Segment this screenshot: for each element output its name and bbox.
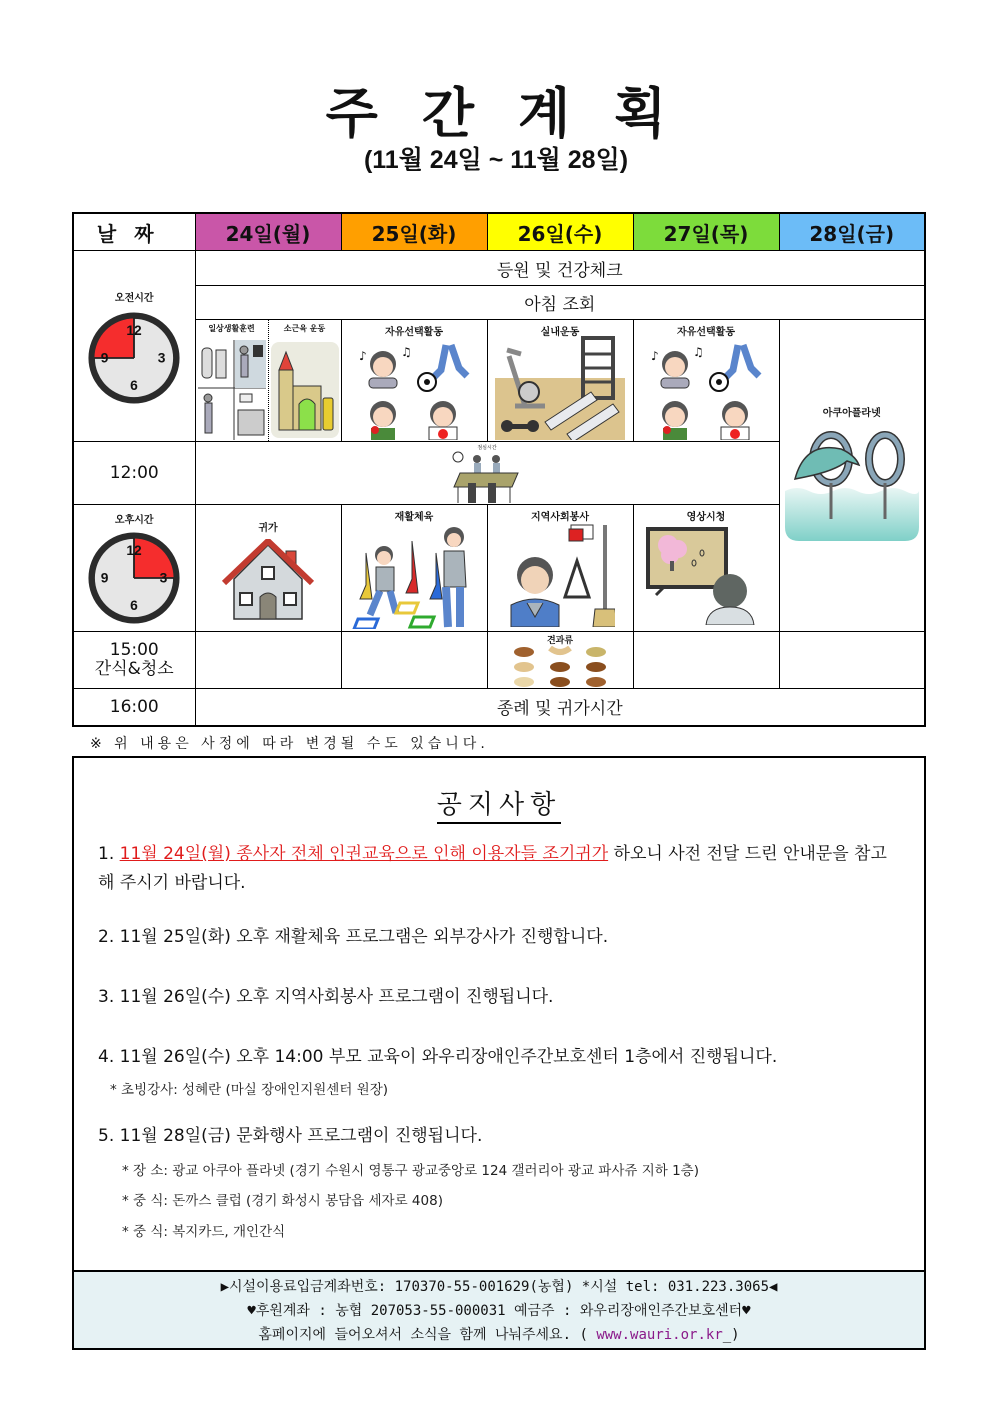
afternoon-cell bbox=[73, 505, 195, 632]
lunch-time: 12:00 bbox=[73, 442, 195, 505]
morning-label: 오전시간 bbox=[114, 293, 154, 304]
svg-text:9: 9 bbox=[100, 350, 109, 366]
activity-label: 소근육 운동 bbox=[283, 324, 326, 333]
notice-item-2: 2. 11월 25일(화) 오후 재활체육 프로그램은 외부강사가 진행합니다. bbox=[98, 927, 609, 947]
video-watching-icon bbox=[646, 525, 766, 625]
svg-text:3: 3 bbox=[158, 350, 166, 366]
activity-label: 일상생활훈련 bbox=[208, 324, 255, 333]
notice-item-1 bbox=[98, 840, 902, 898]
svg-text:12: 12 bbox=[126, 543, 142, 558]
homepage-line bbox=[74, 1323, 924, 1347]
tue-afternoon-activity bbox=[341, 505, 487, 632]
mon-afternoon-activity bbox=[195, 505, 341, 632]
snack-item-label: 견과류 bbox=[546, 636, 574, 646]
arrival-row: 등원 및 건강체크 bbox=[195, 251, 925, 286]
svg-text:12: 12 bbox=[126, 323, 142, 338]
tue-snack bbox=[341, 632, 487, 689]
lunch-table-icon bbox=[452, 451, 522, 503]
activity-label: 지역사회봉사 bbox=[531, 512, 589, 523]
snack-time-cell bbox=[73, 632, 195, 689]
notice-item-5-lunch: * 중 식: 돈까스 클럽 (경기 화성시 봉담읍 세자로 408) bbox=[122, 1193, 443, 1209]
thu-morning-activity bbox=[633, 320, 779, 442]
mon-snack bbox=[195, 632, 341, 689]
day-header-mon: 24일(월) bbox=[195, 213, 341, 251]
day-header-tue: 25일(화) bbox=[341, 213, 487, 251]
svg-text:♪: ♪ bbox=[359, 349, 367, 363]
notice-item-4: 4. 11월 26일(수) 오후 14:00 부모 교육이 와우리장애인주간보호센터 1층에서 진행됩니다. bbox=[98, 1047, 778, 1067]
clock-9-to-12-icon bbox=[88, 312, 180, 404]
activity-label: 영상시청 bbox=[686, 512, 726, 523]
dolphin-aquarium-icon bbox=[785, 431, 919, 541]
clock-12-to-3-icon bbox=[88, 532, 180, 624]
svg-text:♪: ♪ bbox=[651, 349, 659, 363]
date-range: (11월 24일 ~ 11월 28일) bbox=[363, 146, 629, 174]
day-header-fri: 28일(금) bbox=[779, 213, 925, 251]
afternoon-label: 오후시간 bbox=[114, 515, 154, 526]
activity-label: 귀가 bbox=[258, 523, 278, 534]
indoor-exercise-gym-icon bbox=[495, 336, 625, 440]
thu-afternoon-activity bbox=[633, 505, 779, 632]
lunch-label: 점심시간 bbox=[477, 444, 497, 451]
svg-text:6: 6 bbox=[130, 598, 139, 614]
svg-text:♫: ♫ bbox=[401, 345, 412, 359]
notice-item-5-place: * 장 소: 광교 아쿠아 플라넷 (경기 수원시 영통구 광교중앙로 124 갤러리아 광교 파사쥬 지하 1층) bbox=[122, 1163, 699, 1179]
svg-text:3: 3 bbox=[159, 570, 168, 586]
donation-account-line: ♥후원계좌 : 농협 207053-55-000031 예금주 : 와우리장애인주간보호센터♥ bbox=[247, 1303, 751, 1319]
homepage-text: 홈페이지에 들어오셔서 소식을 함께 나눠주세요. ( bbox=[258, 1327, 597, 1343]
change-warning: ※ 위 내용은 사정에 따라 변경될 수도 있습니다. bbox=[90, 736, 489, 752]
wed-snack bbox=[487, 632, 633, 689]
notice-item-5: 5. 11월 28일(금) 문화행사 프로그램이 진행됩니다. bbox=[98, 1126, 483, 1146]
footer-info bbox=[74, 1270, 924, 1348]
rehab-sports-icon bbox=[352, 523, 476, 629]
free-choice-activity-icon bbox=[351, 340, 477, 440]
tue-morning-activity bbox=[341, 320, 487, 442]
assembly-row: 아침 조회 bbox=[195, 286, 925, 320]
activity-label: 재활체육 bbox=[394, 512, 434, 523]
snack-time: 15:00 bbox=[109, 640, 159, 660]
notice-item-1-highlight: 11월 24일(월) 종사자 전체 인권교육으로 인해 이용자들 조기귀가 bbox=[119, 844, 609, 864]
activity-label: 자유선택활동 bbox=[385, 327, 443, 338]
day-header-thu: 27일(목) bbox=[633, 213, 779, 251]
svg-text:6: 6 bbox=[130, 378, 139, 394]
activity-label: 자유선택활동 bbox=[677, 327, 735, 338]
wed-morning-activity bbox=[487, 320, 633, 442]
fine-motor-blocks-icon bbox=[271, 342, 339, 438]
community-service-icon bbox=[505, 523, 615, 627]
activity-label: 실내운동 bbox=[540, 327, 580, 338]
fri-aqua-planet-activity bbox=[779, 320, 925, 632]
notice-item-3: 3. 11월 26일(수) 오후 지역사회봉사 프로그램이 진행됩니다. bbox=[98, 987, 554, 1007]
notice-item-4-sub: * 초빙강사: 성혜란 (마실 장애인지원센터 원장) bbox=[110, 1082, 389, 1098]
notice-title bbox=[74, 784, 924, 821]
homepage-end: _) bbox=[722, 1327, 740, 1343]
notice-item-5-bring: * 중 식: 복지카드, 개인간식 bbox=[122, 1224, 286, 1240]
free-choice-activity-icon bbox=[643, 340, 769, 440]
bank-account-line: ▶시설이용료입금계좌번호: 170370-55-001629(농협) *시설 tel: 031.223.3065◀ bbox=[220, 1279, 778, 1295]
wed-afternoon-activity bbox=[487, 505, 633, 632]
notice-box bbox=[72, 756, 926, 1350]
homepage-link[interactable]: www.wauri.or.kr bbox=[596, 1327, 723, 1343]
weekly-schedule-table bbox=[72, 212, 926, 727]
svg-text:♫: ♫ bbox=[693, 345, 704, 359]
snack-label: 간식&청소 bbox=[94, 659, 174, 679]
daily-living-icon bbox=[198, 340, 266, 440]
date-header: 날짜 bbox=[73, 213, 195, 251]
house-go-home-icon bbox=[220, 539, 316, 623]
activity-label: 아쿠아플라넷 bbox=[822, 408, 881, 419]
nuts-icon bbox=[510, 646, 610, 688]
day-header-wed: 26일(수) bbox=[487, 213, 633, 251]
notice-item-1-num: 1. bbox=[98, 844, 115, 864]
svg-text:9: 9 bbox=[100, 570, 109, 586]
header-row bbox=[73, 213, 925, 251]
thu-snack bbox=[633, 632, 779, 689]
lunch-row bbox=[195, 442, 779, 505]
closing-row: 종례 및 귀가시간 bbox=[195, 689, 925, 726]
closing-time: 16:00 bbox=[73, 689, 195, 726]
page-title: 주간계획 bbox=[325, 82, 711, 145]
morning-cell bbox=[73, 251, 195, 442]
fri-snack bbox=[779, 632, 925, 689]
notice-title-text: 공지사항 bbox=[437, 790, 561, 824]
mon-morning-activity bbox=[195, 320, 341, 442]
notice-item-1-rest: 하오니 사전 전달 드린 안내문을 참고해 주시기 바랍니다. bbox=[98, 844, 887, 893]
